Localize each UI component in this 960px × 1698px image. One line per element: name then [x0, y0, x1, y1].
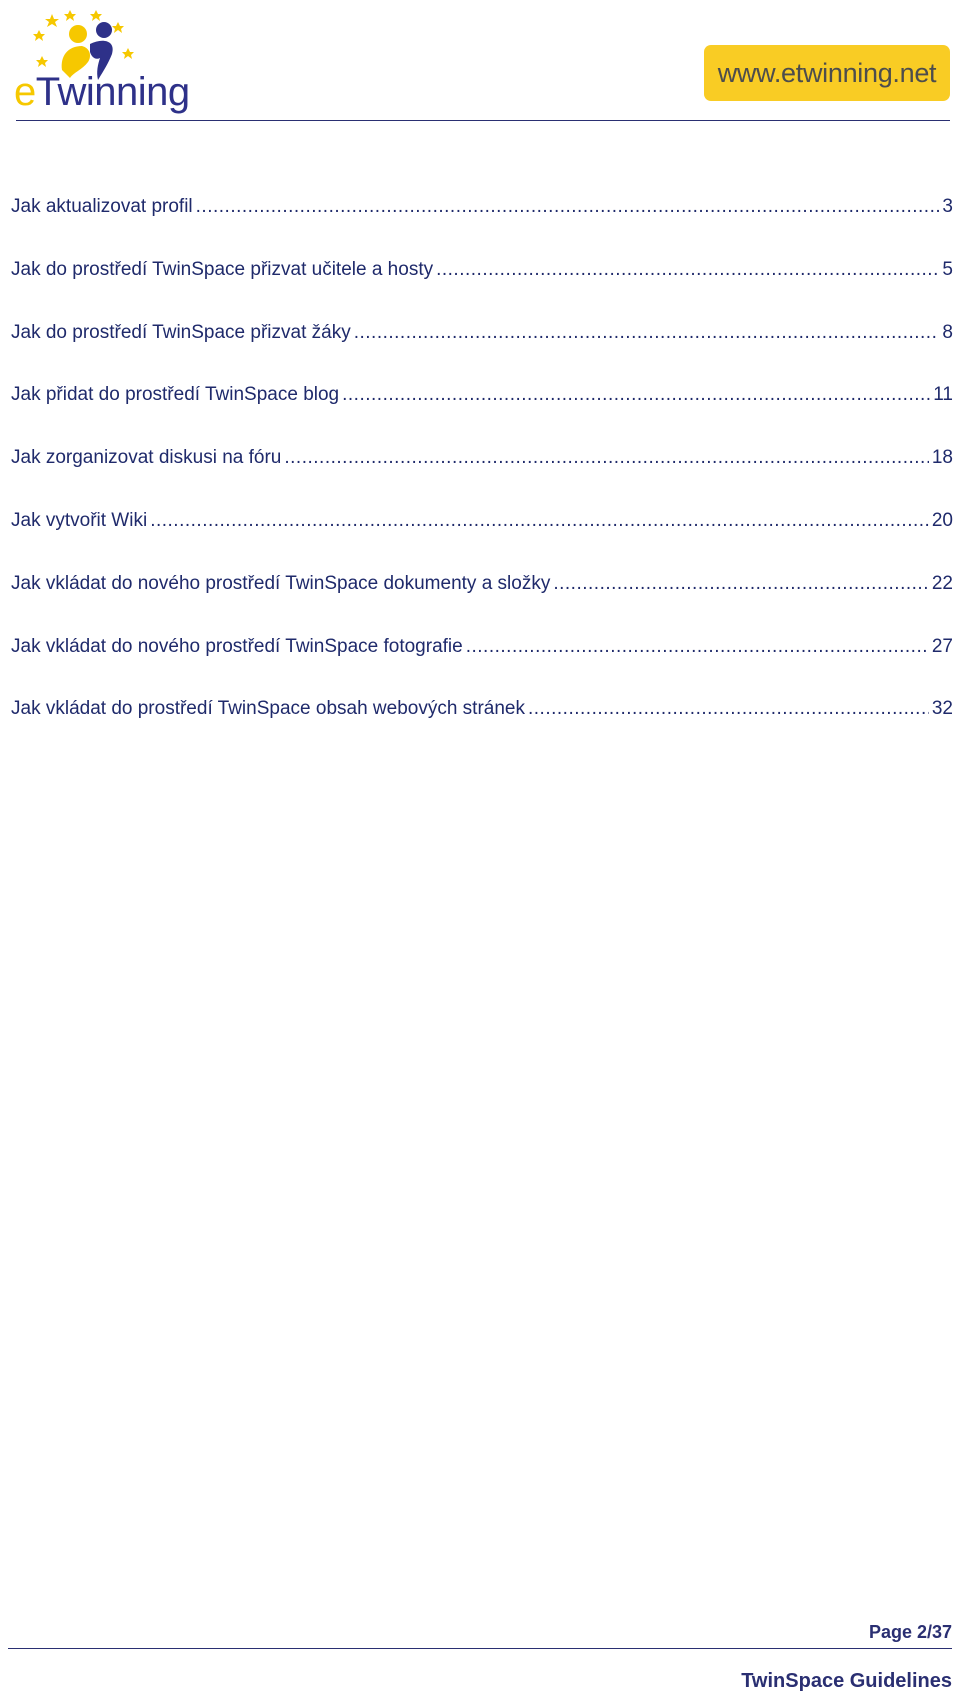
toc-entry-web-content[interactable] [11, 698, 953, 761]
toc-dot-leader [284, 447, 928, 469]
page-number: Page 2/37 [868, 1622, 952, 1642]
toc-entry-page: 3 [942, 196, 953, 217]
header-divider [16, 120, 950, 121]
toc-dot-leader [553, 573, 929, 595]
toc-entry-page: 22 [931, 572, 953, 594]
star-icon [33, 30, 45, 41]
toc-entry-title: Jak vkládat do nového prostředí TwinSpace fotografie [11, 635, 463, 657]
table-of-contents [11, 196, 953, 761]
toc-entry-wiki[interactable] [11, 510, 953, 573]
toc-dot-leader [466, 636, 929, 658]
toc-entry-title: Jak do prostředí TwinSpace přizvat učitele a hosty [11, 258, 434, 280]
star-icon [122, 48, 134, 59]
toc-entry-title: Jak vytvořit Wiki [11, 509, 148, 531]
toc-entry-page: 27 [931, 635, 953, 657]
star-icon [45, 14, 59, 27]
footer-divider [8, 1648, 952, 1649]
toc-entry-title: Jak zorganizovat diskusi na fóru [11, 447, 282, 469]
toc-entry-page: 11 [933, 384, 953, 406]
toc-entry-page: 5 [942, 258, 953, 280]
toc-dot-leader [196, 196, 940, 218]
toc-entry-update-profile[interactable] [11, 196, 953, 259]
toc-dot-leader [342, 384, 930, 406]
star-icon [112, 22, 124, 33]
toc-entry-title: Jak vkládat do nového prostředí TwinSpace dokumenty a složky [11, 572, 551, 594]
toc-entry-photos[interactable] [11, 636, 953, 699]
etwinning-url-badge[interactable]: www.etwinning.net [704, 45, 950, 101]
toc-dot-leader [150, 510, 929, 532]
toc-entry-page: 8 [942, 321, 953, 343]
toc-entry-page: 32 [931, 698, 953, 720]
toc-entry-page: 18 [931, 447, 953, 469]
toc-dot-leader [354, 322, 940, 344]
toc-dot-leader [436, 259, 939, 281]
toc-entry-invite-teachers[interactable] [11, 259, 953, 322]
etwinning-logo [12, 8, 190, 118]
toc-entry-add-blog[interactable] [11, 384, 953, 447]
star-icon [90, 10, 102, 21]
page-header [0, 0, 960, 125]
toc-entry-documents[interactable] [11, 573, 953, 636]
toc-entry-forum[interactable] [11, 447, 953, 510]
toc-entry-title: Jak do prostředí TwinSpace přizvat žáky [11, 321, 351, 343]
star-icon [36, 56, 48, 67]
toc-entry-title: Jak vkládat do prostředí TwinSpace obsah webových stránek [11, 698, 525, 720]
toc-entry-title: Jak aktualizovat profil [11, 196, 193, 217]
logo-wordmark: eTwinning [14, 70, 190, 114]
toc-entry-invite-pupils[interactable] [11, 322, 953, 385]
toc-dot-leader [528, 698, 929, 720]
toc-entry-title: Jak přidat do prostředí TwinSpace blog [11, 384, 340, 406]
toc-entry-page: 20 [931, 509, 953, 531]
star-icon [64, 10, 76, 21]
document-title: TwinSpace Guidelines [741, 1670, 952, 1692]
